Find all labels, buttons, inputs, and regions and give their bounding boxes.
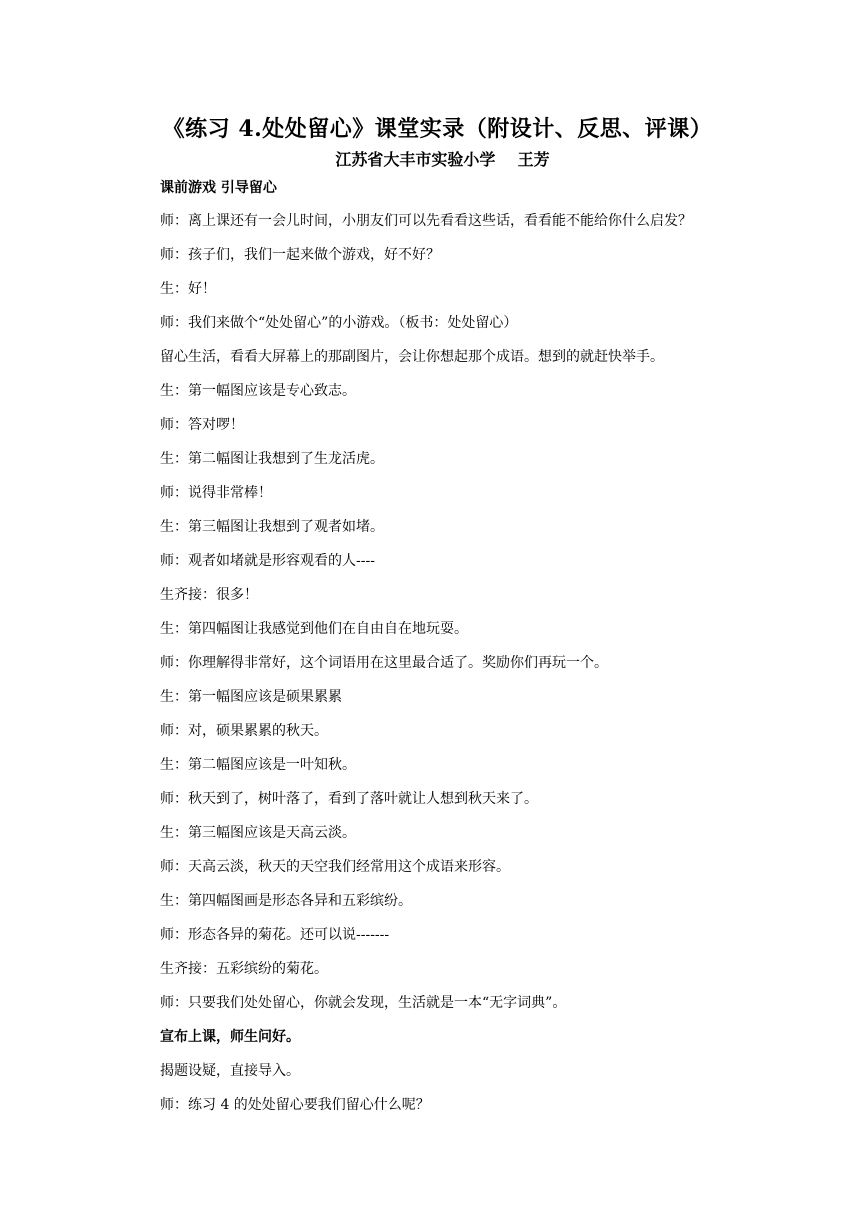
transcript-line: 生：第四幅图画是形态各异和五彩缤纷。 (160, 893, 412, 909)
transcript-line: 生：第二幅图让我想到了生龙活虎。 (160, 451, 384, 467)
transcript-line: 师：练习 4 的处处留心要我们留心什么呢？ (160, 1097, 430, 1113)
author-line: 江苏省大丰市实验小学 王芳 (335, 150, 550, 169)
document-title: 《练习 4.处处留心》课堂实录（附设计、反思、评课） (162, 116, 713, 142)
transcript-line: 生齐接：五彩缤纷的菊花。 (160, 961, 328, 977)
transcript-line: 师：秋天到了，树叶落了，看到了落叶就让人想到秋天来了。 (160, 791, 538, 807)
transcript-line: 师：天高云淡，秋天的天空我们经常用这个成语来形容。 (160, 859, 510, 875)
transcript-line: 生：好！ (160, 281, 216, 297)
section-heading: 课前游戏 引导留心 (160, 180, 277, 196)
transcript-line: 生：第三幅图应该是天高云淡。 (160, 825, 356, 841)
transcript-line: 师：孩子们，我们一起来做个游戏，好不好？ (160, 247, 440, 263)
section-heading-inline: 宣布上课，师生问好。 (160, 1029, 300, 1045)
transcript-line: 师：答对啰！ (160, 417, 244, 433)
transcript-line: 师：对，硕果累累的秋天。 (160, 723, 328, 739)
transcript-line: 生齐接：很多！ (160, 587, 258, 603)
transcript-line: 生：第四幅图让我感觉到他们在自由自在地玩耍。 (160, 621, 468, 637)
transcript-line: 师：你理解得非常好，这个词语用在这里最合适了。奖励你们再玩一个。 (160, 655, 608, 671)
transcript-line: 生：第一幅图应该是硕果累累 (160, 689, 342, 705)
transcript-line: 师：说得非常棒！ (160, 485, 272, 501)
transcript-line: 生：第二幅图应该是一叶知秋。 (160, 757, 356, 773)
transcript-line: 师：我们来做个“处处留心”的小游戏。（板书：处处留心） (160, 315, 518, 331)
transcript-line: 师：离上课还有一会儿时间，小朋友们可以先看看这些话，看看能不能给你什么启发？ (160, 213, 692, 229)
transcript-line: 揭题设疑，直接导入。 (160, 1063, 300, 1079)
transcript-line: 师：只要我们处处留心，你就会发现，生活就是一本“无字词典”。 (160, 995, 567, 1011)
transcript-line: 师：形态各异的菊花。还可以说------- (160, 927, 390, 943)
transcript-line: 生：第一幅图应该是专心致志。 (160, 383, 356, 399)
transcript-line: 师：观者如堵就是形容观看的人---- (160, 553, 375, 569)
dialogue-transcript (160, 211, 725, 1129)
transcript-line: 生：第三幅图让我想到了观者如堵。 (160, 519, 384, 535)
transcript-line: 留心生活，看看大屏幕上的那副图片，会让你想起那个成语。想到的就赶快举手。 (160, 349, 664, 365)
